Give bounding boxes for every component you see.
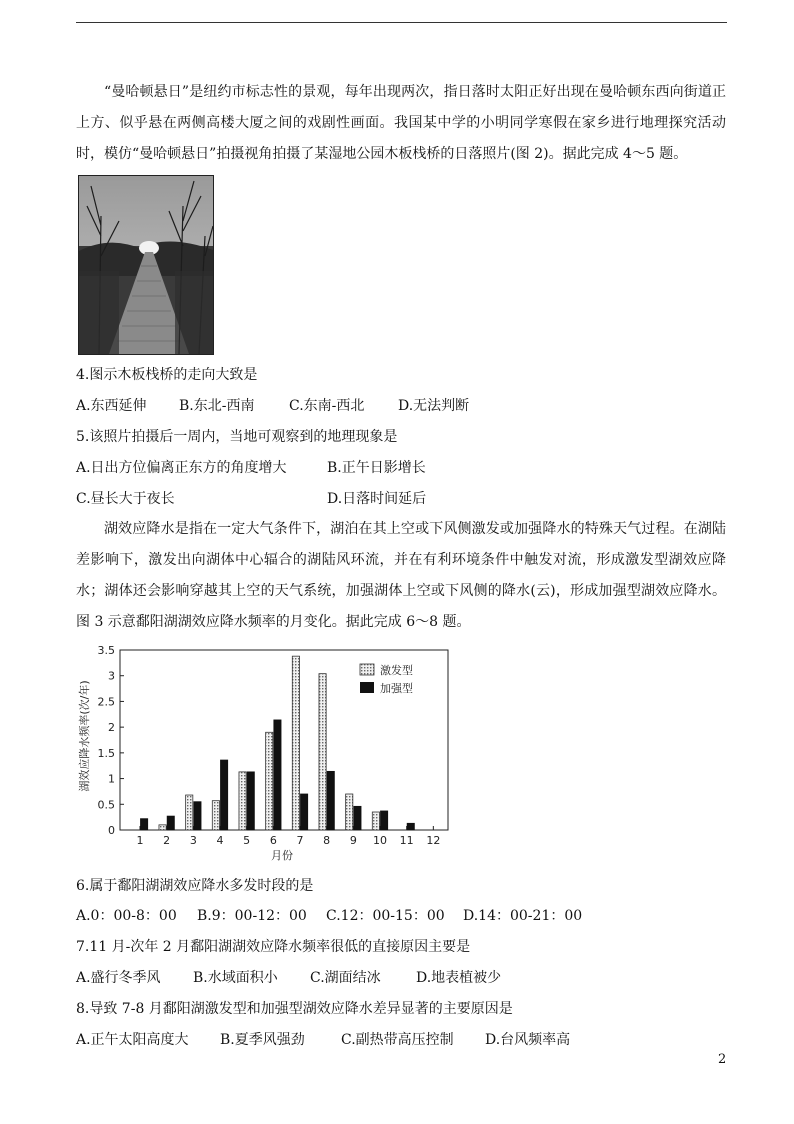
bar-excited-type (319, 674, 326, 830)
legend-label-enhanced: 加强型 (380, 682, 413, 695)
x-tick-label: 12 (426, 834, 441, 847)
q6-option-d[interactable]: D.14：00-21：00 (463, 908, 583, 924)
y-tick-label: 0.5 (97, 798, 115, 812)
question-8-options (76, 1030, 570, 1050)
y-tick-label: 2.5 (97, 695, 115, 709)
q6-option-c[interactable]: C.12：00-15：00 (326, 908, 445, 924)
question-6-options (76, 906, 582, 926)
y-tick-label: 3 (108, 669, 115, 683)
q5-option-b[interactable]: B.正午日影增长 (327, 460, 426, 476)
bar-enhanced-type (247, 772, 254, 830)
q6-option-b[interactable]: B.9：00-12：00 (197, 908, 307, 924)
bar-excited-type (159, 825, 166, 830)
bar-excited-type (292, 656, 299, 830)
x-tick-label: 6 (269, 834, 277, 847)
x-tick-label: 5 (243, 834, 251, 847)
bar-enhanced-type (194, 802, 201, 830)
x-tick-label: 11 (399, 834, 414, 847)
intro-paragraph-2: 湖效应降水是指在一定大气条件下，湖泊在其上空或下风侧激发或加强降水的特殊天气过程。在湖陆差影响下，激发出向湖体中心辐合的湖陆风环流，并在有利环境条件中触发对流，形成激发型湖效应降水；湖体还会影响穿越其上空的天气系统，加强湖体上空或下风侧的降水(云)，形成加强型湖效应降水。图 3 示意鄱阳湖湖效应降水频率的月变化。据此完成 6～8 题。 (76, 521, 726, 630)
question-5-stem: 5.该照片拍摄后一周内，当地可观察到的地理现象是 (76, 429, 398, 445)
q4-option-a[interactable]: A.东西延伸 (76, 398, 147, 414)
header-rule (76, 22, 727, 23)
lake-effect-precipitation-chart (76, 640, 466, 865)
legend-label-excited: 激发型 (380, 664, 413, 677)
bar-enhanced-type (274, 720, 281, 830)
x-tick-label: 3 (189, 834, 197, 847)
q7-option-d[interactable]: D.地表植被少 (416, 970, 502, 986)
q6-option-a[interactable]: A.0：00-8：00 (76, 908, 177, 924)
x-tick-label: 8 (323, 834, 331, 847)
bar-enhanced-type (301, 794, 308, 830)
q8-option-d[interactable]: D.台风频率高 (485, 1032, 571, 1048)
question-4-options (76, 396, 469, 416)
bar-enhanced-type (354, 806, 361, 830)
q8-option-c[interactable]: C.副热带高压控制 (341, 1032, 454, 1048)
question-6-stem: 6.属于鄱阳湖湖效应降水多发时段的是 (76, 878, 314, 894)
q5-option-a[interactable]: A.日出方位偏离正东方的角度增大 (76, 460, 287, 476)
bar-enhanced-type (381, 811, 388, 830)
question-7-stem: 7.11 月-次年 2 月鄱阳湖湖效应降水频率很低的直接原因主要是 (76, 939, 471, 955)
legend-swatch-excited (360, 664, 374, 675)
y-tick-label: 1.5 (97, 746, 115, 760)
y-tick-label: 0 (108, 824, 115, 837)
y-tick-label: 1 (108, 772, 115, 786)
bar-excited-type (186, 795, 193, 830)
question-4-stem: 4.图示木板栈桥的走向大致是 (76, 367, 258, 383)
plot-frame (120, 650, 448, 830)
bar-enhanced-type (167, 816, 174, 830)
x-tick-label: 4 (216, 834, 224, 847)
bar-excited-type (372, 812, 379, 830)
bar-excited-type (239, 772, 246, 830)
legend-swatch-enhanced (360, 682, 374, 693)
chart-x-axis-label: 月份 (271, 849, 293, 862)
question-5-options-row2 (76, 489, 426, 509)
q4-option-b[interactable]: B.东北-西南 (179, 398, 255, 414)
bar-excited-type (266, 732, 273, 830)
chart-y-axis-label: 湖效应降水频率(次/年) (78, 680, 91, 792)
bar-enhanced-type (141, 819, 148, 830)
q4-option-c[interactable]: C.东南-西北 (289, 398, 365, 414)
bar-enhanced-type (407, 823, 414, 830)
q7-option-a[interactable]: A.盛行冬季风 (76, 970, 161, 986)
bar-excited-type (212, 801, 219, 830)
question-7-options (76, 968, 501, 988)
intro-paragraph-1: “曼哈顿悬日”是纽约市标志性的景观，每年出现两次，指日落时太阳正好出现在曼哈顿东西向街道正上方、似乎悬在两侧高楼大厦之间的戏剧性画面。我国某中学的小明同学寒假在家乡进行地理探究活动时，模仿“曼哈顿悬日”拍摄视角拍摄了某湿地公园木板栈桥的日落照片(图 2)。据此完成 4～5 题。 (76, 84, 726, 162)
bar-enhanced-type (221, 760, 228, 830)
boardwalk-sunset-photo (78, 175, 214, 355)
bar-excited-type (346, 794, 353, 830)
q7-option-b[interactable]: B.水域面积小 (193, 970, 278, 986)
page-number: 2 (718, 1052, 727, 1067)
q4-option-d[interactable]: D.无法判断 (398, 398, 470, 414)
q8-option-b[interactable]: B.夏季风强劲 (220, 1032, 305, 1048)
x-tick-label: 9 (349, 834, 357, 847)
question-5-options-row1 (76, 458, 426, 478)
y-tick-label: 2 (108, 721, 115, 735)
x-tick-label: 2 (163, 834, 171, 847)
q7-option-c[interactable]: C.湖面结冰 (310, 970, 381, 986)
x-tick-label: 7 (296, 834, 304, 847)
q8-option-a[interactable]: A.正午太阳高度大 (76, 1032, 189, 1048)
question-8-stem: 8.导致 7-8 月鄱阳湖激发型和加强型湖效应降水差异显著的主要原因是 (76, 1001, 513, 1017)
q5-option-d[interactable]: D.日落时间延后 (327, 491, 427, 507)
bar-enhanced-type (327, 771, 334, 830)
q5-option-c[interactable]: C.昼长大于夜长 (76, 491, 175, 507)
x-tick-label: 1 (136, 834, 144, 847)
y-tick-label: 3.5 (97, 644, 115, 657)
x-tick-label: 10 (373, 834, 387, 847)
